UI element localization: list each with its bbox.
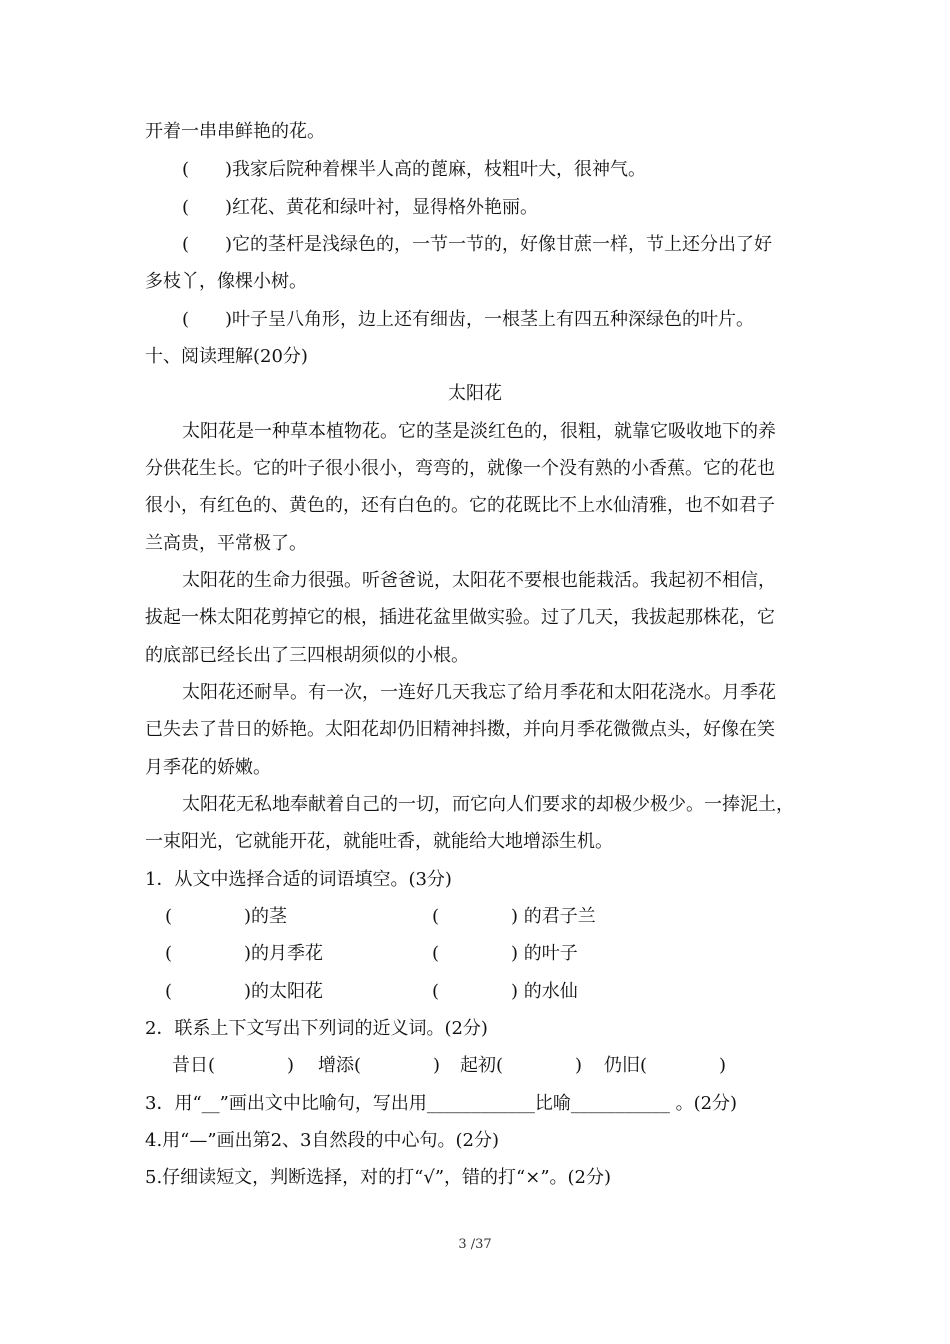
article-line: 太阳花是一种草本植物花。它的茎是淡红色的，很粗，就靠它吸收地下的养 <box>182 421 776 442</box>
article-line: 太阳花无私地奉献着自己的一切，而它向人们要求的却极少极少。一捧泥土， <box>182 794 794 815</box>
q1-blank-right-1[interactable]: ( ) 的君子兰 <box>432 906 596 927</box>
q2-blank-4[interactable]: 仍旧( ) <box>604 1055 727 1076</box>
article-line: 兰高贵，平常极了。 <box>145 533 307 554</box>
q4: 4.用“—”画出第2、3自然段的中心句。(2分) <box>145 1130 499 1151</box>
q1-blank-left-2[interactable]: ( )的月季花 <box>165 943 324 964</box>
q2-blank-3[interactable]: 起初( ) <box>460 1055 583 1076</box>
q2-prompt: 2．联系上下文写出下列词的近义词。(2分) <box>145 1018 488 1039</box>
article-line: 拔起一株太阳花剪掉它的根，插进花盆里做实验。过了几天，我拔起那株花，它 <box>145 607 775 628</box>
q3: 3．用“__”画出文中比喻句，写出用____________比喻___________ 。(2分) <box>145 1093 738 1114</box>
ordering-item-1: ( )我家后院种着棵半人高的蓖麻，枝粗叶大，很神气。 <box>182 159 647 180</box>
article-line: 月季花的娇嫩。 <box>145 757 271 778</box>
article-line: 的底部已经长出了三四根胡须似的小根。 <box>145 645 469 666</box>
q1-blank-left-3[interactable]: ( )的太阳花 <box>165 981 324 1002</box>
article-title: 太阳花 <box>448 383 502 404</box>
ordering-item-2: ( )红花、黄花和绿叶衬，显得格外艳丽。 <box>182 197 539 218</box>
article-line: 太阳花还耐旱。有一次，一连好几天我忘了给月季花和太阳花浇水。月季花 <box>182 682 776 703</box>
article-line: 一束阳光，它就能开花，就能吐香，就能给大地增添生机。 <box>145 831 613 852</box>
q1-blank-right-3[interactable]: ( ) 的水仙 <box>432 981 578 1002</box>
article-line: 分供花生长。它的叶子很小很小，弯弯的，就像一个没有熟的小香蕉。它的花也 <box>145 458 775 479</box>
article-line: 太阳花的生命力很强。听爸爸说，太阳花不要根也能栽活。我起初不相信， <box>182 570 776 591</box>
article-line: 很小，有红色的、黄色的，还有白色的。它的花既比不上水仙清雅，也不如君子 <box>145 495 775 516</box>
q1-prompt: 1．从文中选择合适的词语填空。(3分) <box>145 869 452 890</box>
q5: 5.仔细读短文，判断选择，对的打“√”，错的打“×”。(2分) <box>145 1167 612 1188</box>
q2-blank-1[interactable]: 昔日( ) <box>172 1055 295 1076</box>
ordering-item-3: ( )它的茎杆是浅绿色的，一节一节的，好像甘蔗一样，节上还分出了好 <box>182 234 773 255</box>
q1-blank-right-2[interactable]: ( ) 的叶子 <box>432 943 578 964</box>
page-number: 3 /37 <box>458 1237 492 1252</box>
ordering-item-3-cont: 多枝丫，像棵小树。 <box>145 271 307 292</box>
section-heading: 十、阅读理解(20分) <box>145 346 308 367</box>
q1-blank-left-1[interactable]: ( )的茎 <box>165 906 288 927</box>
ordering-item-4: ( )叶子呈八角形，边上还有细齿，一根茎上有四五种深绿色的叶片。 <box>182 309 755 330</box>
article-line: 已失去了昔日的娇艳。太阳花却仍旧精神抖擞，并向月季花微微点头，好像在笑 <box>145 719 775 740</box>
q2-blank-2[interactable]: 增添( ) <box>318 1055 441 1076</box>
ordering-continuation: 开着一串串鲜艳的花。 <box>145 121 325 142</box>
